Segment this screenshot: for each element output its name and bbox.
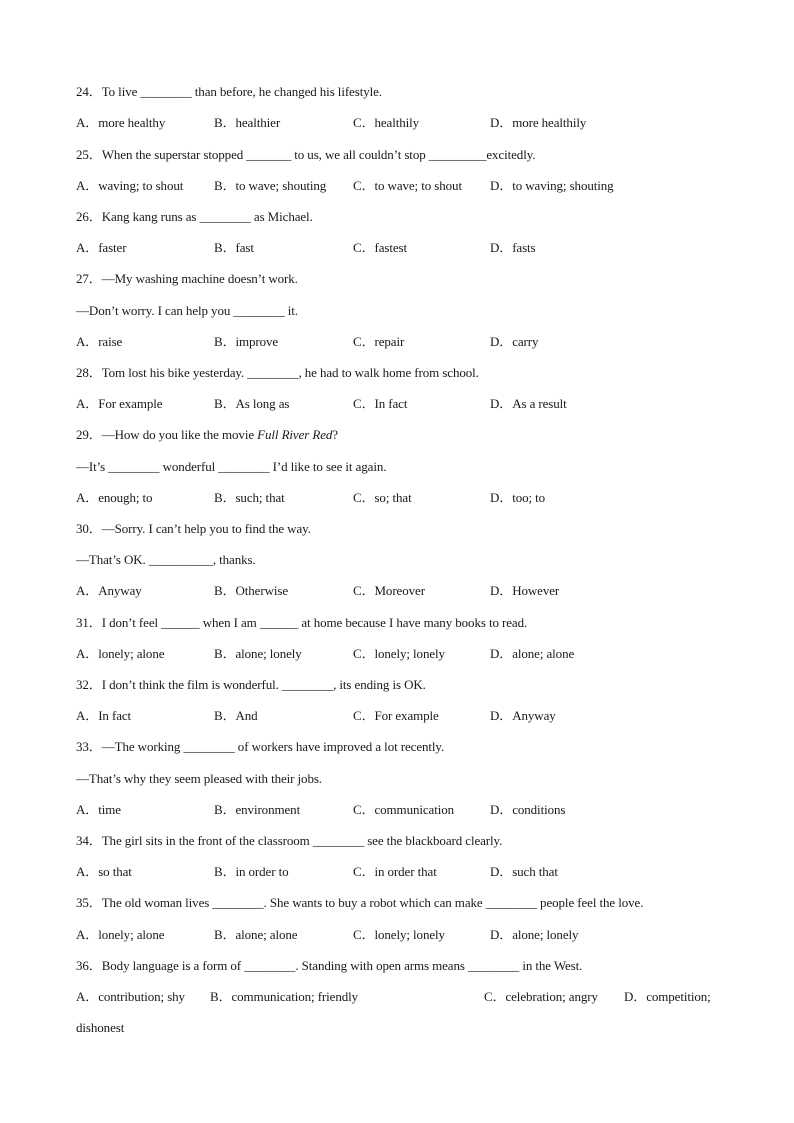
question-24-stem: 24．To live ________ than before, he changed his lifestyle. bbox=[76, 84, 382, 99]
option-b: B．And bbox=[214, 708, 258, 723]
question-29-stem bbox=[76, 427, 338, 443]
question-30-stem: 30．—Sorry. I can’t help you to find the way. bbox=[76, 521, 311, 536]
option-d: D．fasts bbox=[490, 240, 536, 255]
option-b: B．fast bbox=[214, 240, 254, 255]
option-a: A．contribution; shy bbox=[76, 989, 185, 1004]
option-b: B．such; that bbox=[214, 490, 285, 505]
question-27-reply: —Don’t worry. I can help you ________ it. bbox=[76, 303, 298, 318]
option-c: C．so; that bbox=[353, 490, 412, 505]
option-a: A．Anyway bbox=[76, 583, 142, 598]
option-a: A．In fact bbox=[76, 708, 132, 723]
option-d: D．carry bbox=[490, 334, 539, 349]
option-d: D．to waving; shouting bbox=[490, 178, 614, 193]
option-d: D．too; to bbox=[490, 490, 546, 505]
option-a: A．more healthy bbox=[76, 115, 166, 130]
option-a: A．so that bbox=[76, 864, 132, 879]
question-26-stem: 26．Kang kang runs as ________ as Michael. bbox=[76, 209, 313, 224]
question-36-stem: 36．Body language is a form of ________. Standing with open arms means ________ in the West. bbox=[76, 958, 583, 973]
option-b: B．environment bbox=[214, 802, 301, 817]
option-d: D．Anyway bbox=[490, 708, 556, 723]
option-c: C．to wave; to shout bbox=[353, 178, 462, 193]
option-c: C．communication bbox=[353, 802, 455, 817]
movie-title: Full River Red bbox=[257, 427, 333, 442]
option-c: C．In fact bbox=[353, 396, 408, 411]
option-c: C．celebration; angry bbox=[484, 989, 598, 1004]
option-b: B．in order to bbox=[214, 864, 289, 879]
question-36-option-d-continued: dishonest bbox=[76, 1020, 125, 1035]
option-c: C．fastest bbox=[353, 240, 407, 255]
option-c: C．lonely; lonely bbox=[353, 646, 445, 661]
option-a: A．waving; to shout bbox=[76, 178, 184, 193]
option-d: D．conditions bbox=[490, 802, 566, 817]
stem-end: ? bbox=[332, 427, 338, 442]
option-a: A．lonely; alone bbox=[76, 646, 165, 661]
option-b: B．alone; lonely bbox=[214, 646, 302, 661]
question-35-stem: 35．The old woman lives ________. She wants to buy a robot which can make ________ people feel the love. bbox=[76, 895, 644, 910]
stem-text: 29．—How do you like the movie bbox=[76, 427, 258, 442]
option-d: D．such that bbox=[490, 864, 558, 879]
option-c: C．Moreover bbox=[353, 583, 425, 598]
option-b: B．healthier bbox=[214, 115, 281, 130]
option-d: D．However bbox=[490, 583, 560, 598]
option-c: C．in order that bbox=[353, 864, 437, 879]
option-d: D．alone; alone bbox=[490, 646, 575, 661]
option-b: B．As long as bbox=[214, 396, 290, 411]
question-34-stem: 34．The girl sits in the front of the classroom ________ see the blackboard clearly. bbox=[76, 833, 503, 848]
option-a: A．raise bbox=[76, 334, 123, 349]
option-c: C．lonely; lonely bbox=[353, 927, 445, 942]
option-b: B．alone; alone bbox=[214, 927, 298, 942]
question-28-stem: 28．Tom lost his bike yesterday. ________, he had to walk home from school. bbox=[76, 365, 479, 380]
question-33-reply: —That’s why they seem pleased with their jobs. bbox=[76, 771, 322, 786]
option-c: C．repair bbox=[353, 334, 405, 349]
option-d: D．alone; lonely bbox=[490, 927, 579, 942]
question-29-reply: —It’s ________ wonderful ________ I’d like to see it again. bbox=[76, 459, 387, 474]
question-27-stem: 27．—My washing machine doesn’t work. bbox=[76, 271, 298, 286]
option-d: D．competition; bbox=[624, 989, 711, 1004]
option-c: C．For example bbox=[353, 708, 439, 723]
question-32-stem: 32．I don’t think the film is wonderful. ________, its ending is OK. bbox=[76, 677, 426, 692]
question-30-reply: —That’s OK. __________, thanks. bbox=[76, 552, 256, 567]
option-b: B．to wave; shouting bbox=[214, 178, 327, 193]
option-b: B．communication; friendly bbox=[210, 989, 359, 1004]
option-a: A．enough; to bbox=[76, 490, 153, 505]
option-d: D．As a result bbox=[490, 396, 567, 411]
option-a: A．faster bbox=[76, 240, 127, 255]
option-a: A．time bbox=[76, 802, 121, 817]
option-d: D．more healthily bbox=[490, 115, 587, 130]
question-31-stem: 31．I don’t feel ______ when I am ______ at home because I have many books to read. bbox=[76, 615, 528, 630]
option-a: A．For example bbox=[76, 396, 163, 411]
option-c: C．healthily bbox=[353, 115, 420, 130]
option-a: A．lonely; alone bbox=[76, 927, 165, 942]
option-b: B．Otherwise bbox=[214, 583, 288, 598]
question-33-stem: 33．—The working ________ of workers have improved a lot recently. bbox=[76, 739, 445, 754]
question-25-stem: 25．When the superstar stopped _______ to us, we all couldn’t stop _________excitedly. bbox=[76, 147, 536, 162]
option-b: B．improve bbox=[214, 334, 279, 349]
